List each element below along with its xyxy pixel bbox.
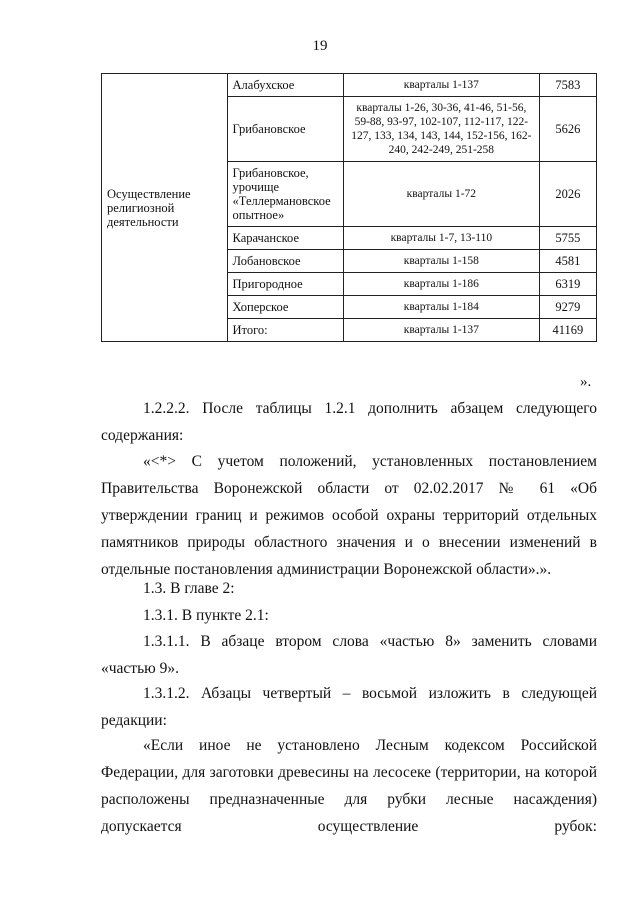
area-cell: 41169: [539, 319, 596, 342]
page-number: 19: [312, 38, 328, 54]
area-cell: 4581: [539, 250, 596, 273]
paragraph-1-3: 1.3. В главе 2:: [143, 580, 235, 597]
quarters-cell: кварталы 1-158: [343, 250, 539, 273]
table-row: [102, 74, 597, 97]
forestry-cell: Хоперское: [227, 296, 343, 319]
quarters-cell: кварталы 1-184: [343, 296, 539, 319]
paragraph-1-3-1-1: 1.3.1.1. В абзаце втором слова «частью 8» заменить словами «частью 9».: [101, 633, 597, 677]
paragraph-1-3-1: 1.3.1. В пункте 2.1:: [143, 607, 269, 624]
paragraph-1-3-1-2: 1.3.1.2. Абзацы четвертый – восьмой изложить в следующей редакции:: [101, 685, 597, 729]
forestry-cell: Лобановское: [227, 250, 343, 273]
area-cell: 9279: [539, 296, 596, 319]
area-cell: 6319: [539, 273, 596, 296]
forestry-cell: Алабухское: [227, 74, 343, 97]
quarters-cell: кварталы 1-137: [343, 319, 539, 342]
quarters-cell: кварталы 1-72: [343, 162, 539, 227]
purpose-cell: Осуществление религиозной деятельности: [102, 74, 228, 342]
table-closing-quote: ».: [580, 374, 592, 390]
forestry-cell: Пригородное: [227, 273, 343, 296]
paragraph-new-wording: «Если иное не установлено Лесным кодексом Российской Федерации, для заготовки древесины на лесосеке (территории, на которой расположены предназначенные для рубки лесные насаждения) допускается осуществление рубок:: [101, 737, 597, 835]
quarters-cell: кварталы 1-7, 13-110: [343, 227, 539, 250]
quarters-cell: кварталы 1-26, 30-36, 41-46, 51-56, 59-88, 93-97, 102-107, 112-117, 122-127, 133, 134, 143, 144, 152-156, 162-240, 242-249, 251-258: [343, 97, 539, 162]
area-cell: 5755: [539, 227, 596, 250]
area-cell: 7583: [539, 74, 596, 97]
forestry-cell: Грибановское, урочище «Теллермановское опытное»: [227, 162, 343, 227]
forest-quarters-table: [101, 73, 597, 342]
paragraph-footnote-text: «<*> С учетом положений, установленных постановлением Правительства Воронежской области от 02.02.2017 № 61 «Об утверждении границ и режимов особой охраны территорий отдельных памятников природы областного значения и о внесении изменений в отдельные постановления администрации Воронежской области».».: [101, 453, 597, 578]
forestry-cell: Итого:: [227, 319, 343, 342]
area-cell: 2026: [539, 162, 596, 227]
paragraph-1-2-2-2: 1.2.2.2. После таблицы 1.2.1 дополнить абзацем следующего содержания:: [101, 400, 597, 444]
area-cell: 5626: [539, 97, 596, 162]
forestry-cell: Карачанское: [227, 227, 343, 250]
forestry-cell: Грибановское: [227, 97, 343, 162]
quarters-cell: кварталы 1-137: [343, 74, 539, 97]
quarters-cell: кварталы 1-186: [343, 273, 539, 296]
